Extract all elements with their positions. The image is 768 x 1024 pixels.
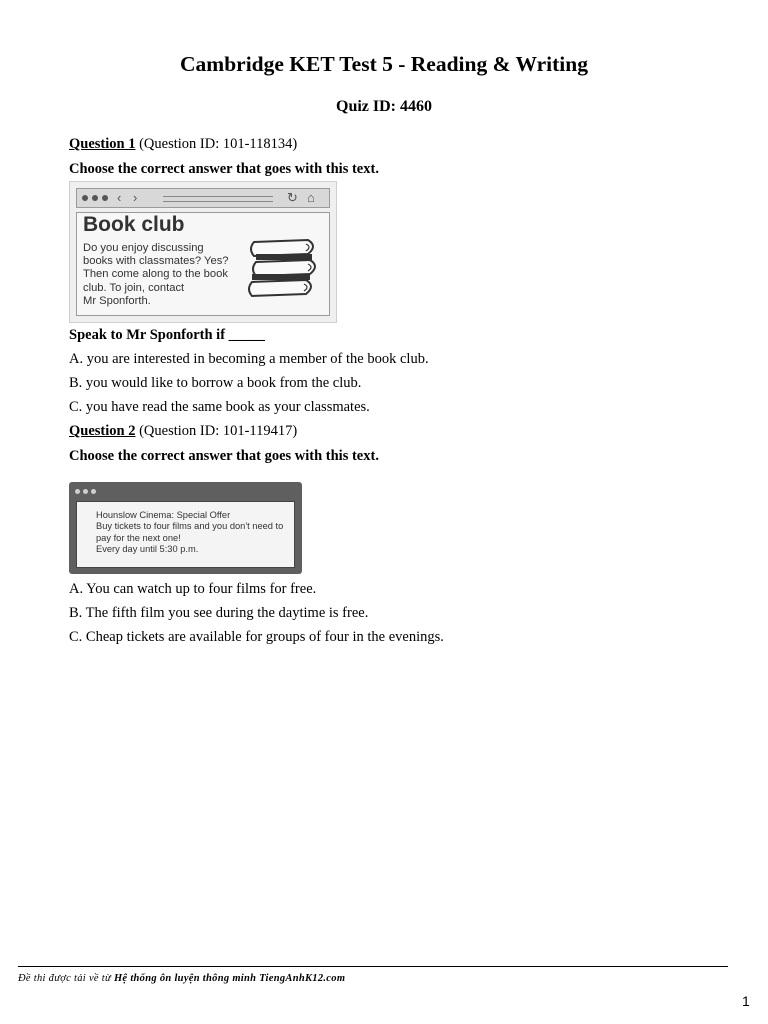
window-dot xyxy=(83,489,88,494)
question-2-header xyxy=(69,423,297,440)
quiz-id: Quiz ID: 4460 xyxy=(336,98,432,115)
book-club-text: Do you enjoy discussing books with classmates? Yes? Then come along to the book club. To join, contact Mr Sponforth. xyxy=(83,242,229,307)
question-1-prompt: Speak to Mr Sponforth if _____ xyxy=(69,327,265,343)
footer-text xyxy=(18,973,345,984)
url-field xyxy=(163,196,273,202)
page-number: 1 xyxy=(742,993,750,1009)
question-1-option-a[interactable]: A. you are interested in becoming a member of the book club. xyxy=(69,351,429,367)
footer-prefix: Đề thi được tải về từ xyxy=(18,973,114,984)
back-arrow-icon: ‹ xyxy=(117,190,122,205)
window-dot xyxy=(102,195,108,201)
window-dot xyxy=(75,489,80,494)
forward-arrow-icon: › xyxy=(133,190,138,205)
question-1-option-c[interactable]: C. you have read the same book as your classmates. xyxy=(69,399,370,415)
question-2-option-c[interactable]: C. Cheap tickets are available for groups of four in the evenings. xyxy=(69,629,444,645)
question-2-id: (Question ID: 101-119417) xyxy=(135,423,298,439)
refresh-icon: ↻ xyxy=(287,190,298,205)
window-dot xyxy=(91,489,96,494)
question-1-instruction: Choose the correct answer that goes with this text. xyxy=(69,161,379,177)
question-1-header xyxy=(69,136,297,153)
question-1-id: (Question ID: 101-118134) xyxy=(135,136,298,152)
window-dot xyxy=(82,195,88,201)
question-2-label: Question 2 xyxy=(69,423,136,439)
window-dot xyxy=(92,195,98,201)
cinema-offer-image xyxy=(69,482,302,574)
question-2-instruction: Choose the correct answer that goes with this text. xyxy=(69,448,379,464)
cinema-offer-text: Hounslow Cinema: Special Offer Buy tickets to four films and you don't need to pay for the next one! Every day until 5:30 p.m. xyxy=(96,510,284,555)
browser-address-bar xyxy=(76,188,330,208)
book-club-title: Book club xyxy=(83,213,185,236)
book-club-image xyxy=(69,181,337,323)
question-2-option-b[interactable]: B. The fifth film you see during the daytime is free. xyxy=(69,605,369,621)
footer-site: Hệ thống ôn luyện thông minh TiengAnhK12.com xyxy=(113,973,346,984)
footer-divider xyxy=(18,966,728,967)
question-1-label: Question 1 xyxy=(69,136,136,152)
question-2-option-a[interactable]: A. You can watch up to four films for free. xyxy=(69,581,317,597)
question-1-option-b[interactable]: B. you would like to borrow a book from the club. xyxy=(69,375,362,391)
document-title: Cambridge KET Test 5 - Reading & Writing xyxy=(180,52,588,76)
home-icon: ⌂ xyxy=(307,190,315,205)
books-stack-icon xyxy=(246,238,322,298)
